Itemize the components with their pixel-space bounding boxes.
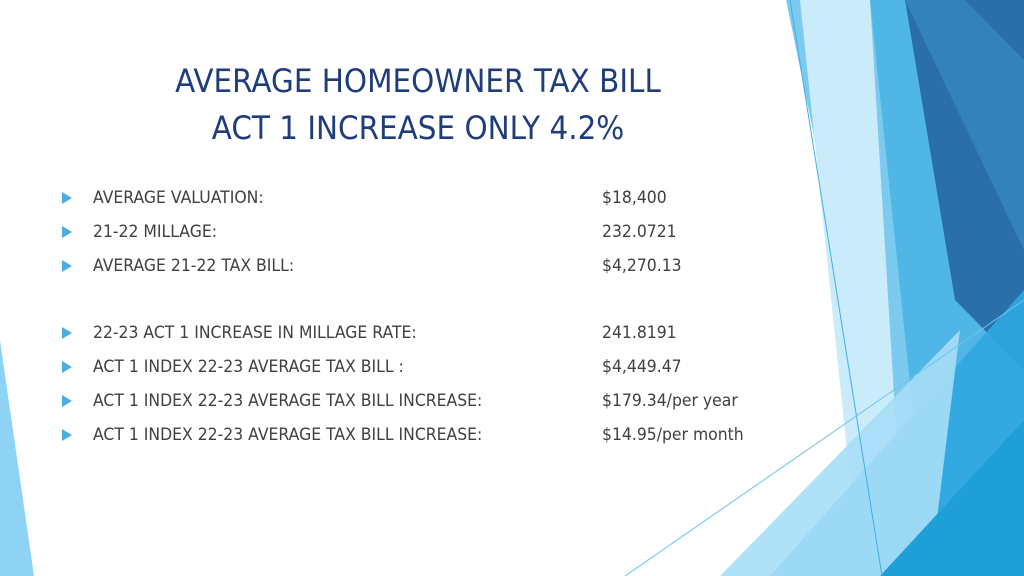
list-item <box>62 316 802 350</box>
row-label: AVERAGE VALUATION: <box>93 188 264 208</box>
row-label: ACT 1 INDEX 22-23 AVERAGE TAX BILL INCREASE: <box>93 391 483 411</box>
slide-title <box>142 58 694 152</box>
triangle-bullet-icon <box>62 395 72 407</box>
row-label: 22-23 ACT 1 INCREASE IN MILLAGE RATE: <box>93 323 417 343</box>
list-item <box>62 384 802 418</box>
left-edge-shape <box>0 340 34 576</box>
row-label: ACT 1 INDEX 22-23 AVERAGE TAX BILL INCREASE: <box>93 425 483 445</box>
list-item <box>62 418 802 452</box>
list-item <box>62 215 802 249</box>
row-value: $4,449.47 <box>602 357 682 377</box>
row-value: $179.34/per year <box>602 391 738 411</box>
list-item <box>62 350 802 384</box>
title-line-1: AVERAGE HOMEOWNER TAX BILL <box>175 62 661 100</box>
list-item <box>62 181 802 215</box>
triangle-bullet-icon <box>62 226 72 238</box>
triangle-bullet-icon <box>62 361 72 373</box>
tax-bill-list <box>62 181 802 452</box>
triangle-bullet-icon <box>62 327 72 339</box>
row-value: $18,400 <box>602 188 667 208</box>
row-label: 21-22 MILLAGE: <box>93 222 218 242</box>
row-value: $14.95/per month <box>602 425 744 445</box>
triangle-bullet-icon <box>62 429 72 441</box>
row-value: 241.8191 <box>602 323 677 343</box>
row-label: AVERAGE 21-22 TAX BILL: <box>93 256 295 276</box>
triangle-bullet-icon <box>62 192 72 204</box>
row-label: ACT 1 INDEX 22-23 AVERAGE TAX BILL : <box>93 357 404 377</box>
row-value: $4,270.13 <box>602 256 682 276</box>
triangle-bullet-icon <box>62 260 72 272</box>
title-line-2: ACT 1 INCREASE ONLY 4.2% <box>211 109 625 147</box>
row-value: 232.0721 <box>602 222 677 242</box>
list-item <box>62 249 802 283</box>
